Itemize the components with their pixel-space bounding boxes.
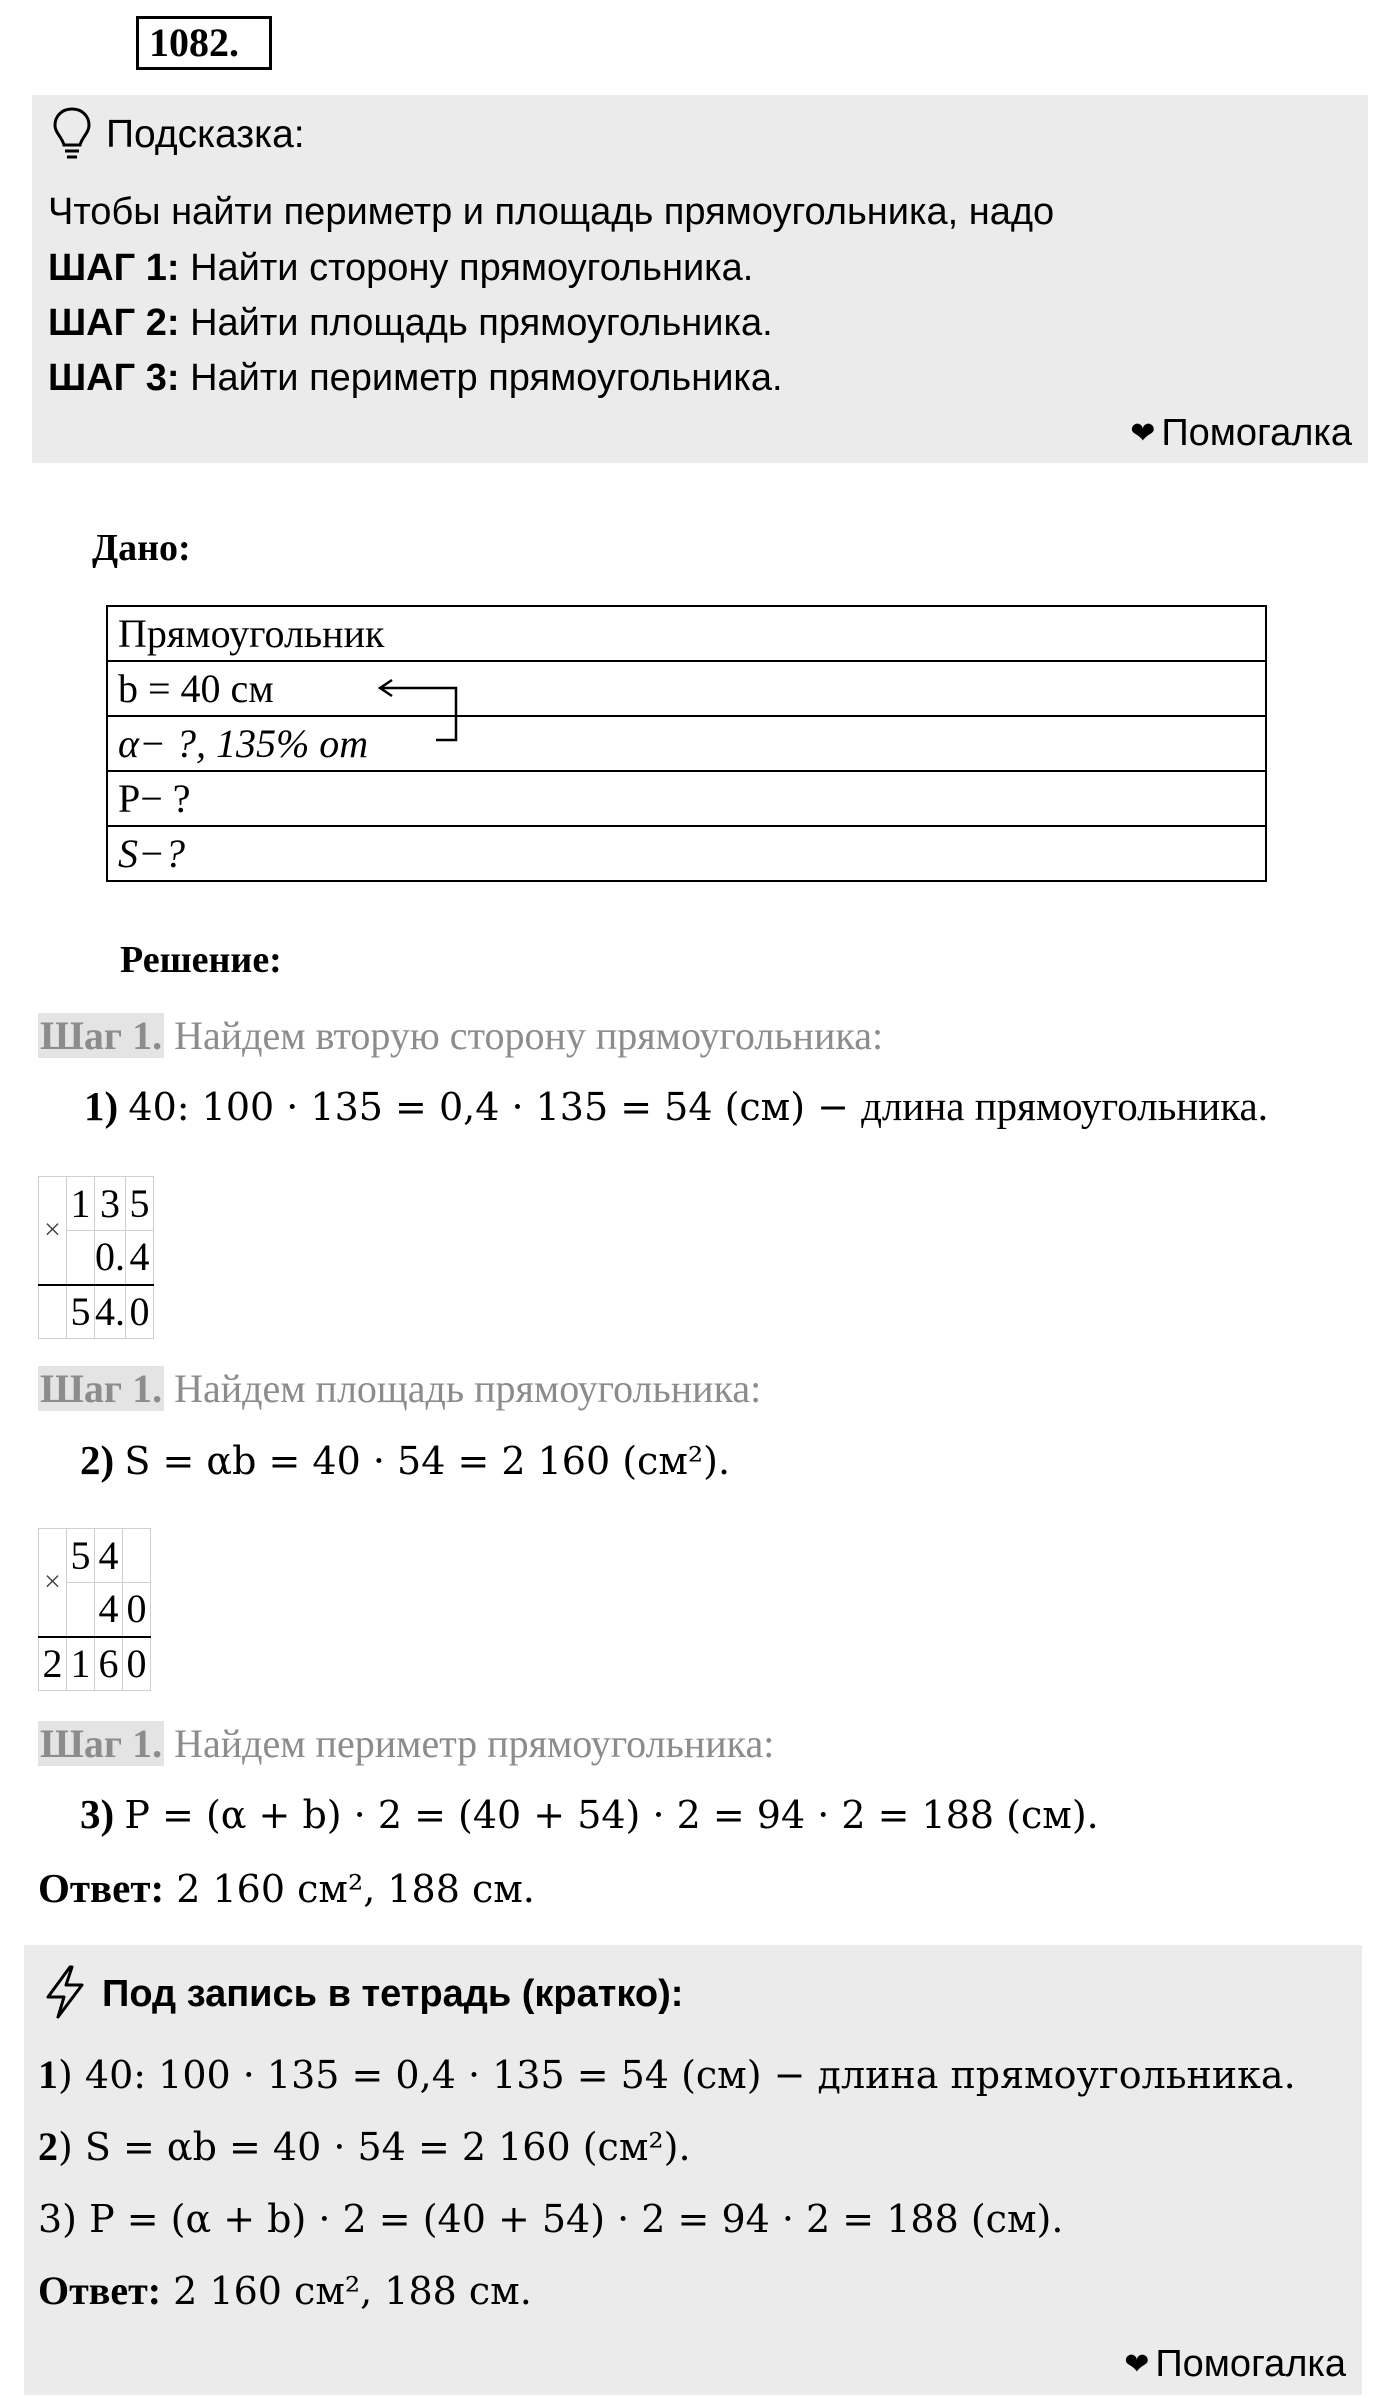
hint-step-label: ШАГ 3: (48, 357, 180, 399)
brand-label: Помогалка (1155, 2343, 1346, 2385)
grid-cell: 0 (123, 1637, 151, 1691)
given-row: α− ?, 135% от (107, 716, 1266, 771)
grid-cell: 0. (95, 1231, 126, 1285)
notebook-line-3 (38, 2195, 1063, 2242)
hint-step-text: Найти площадь прямоугольника. (179, 302, 773, 344)
step-title: Найдем периметр прямоугольника: (164, 1721, 775, 1766)
step-label: Шаг 1. (40, 1013, 163, 1058)
hint-step-label: ШАГ 1: (48, 247, 180, 289)
grid-cell (123, 1529, 151, 1583)
answer-text: 2 160 см², 188 см. (161, 2269, 532, 2313)
calc-number: 2) (80, 1437, 115, 1483)
brand-label: Помогалка (1161, 412, 1352, 454)
calc-expression: 40: 100 · 135 = 0,4 · 135 = 54 (см) − (128, 1085, 862, 1129)
hint-title: Подсказка: (106, 113, 305, 156)
calc-number: 3) (80, 1791, 115, 1837)
given-label: Дано: (92, 527, 191, 569)
hint-step-3 (48, 357, 783, 400)
step-title: Найдем вторую сторону прямоугольника: (164, 1013, 884, 1058)
notebook-title: Под запись в тетрадь (кратко): (102, 1973, 684, 2015)
lightbulb-icon (50, 105, 94, 163)
calc-number: 1) (84, 1083, 119, 1129)
hint-step-2 (48, 302, 773, 345)
grid-cell: 4 (126, 1231, 154, 1285)
step-heading-1 (38, 1012, 883, 1059)
grid-cell: 4 (95, 1583, 123, 1637)
answer-label: Ответ: (38, 1865, 165, 1911)
grid-cell: 5 (67, 1285, 95, 1339)
grid-cell: 1 (67, 1637, 95, 1691)
notebook-line-num: 2 (38, 2124, 58, 2169)
multiplication-grid-2 (38, 1528, 151, 1691)
step-label: Шаг 1. (40, 1721, 163, 1766)
lightning-icon (40, 1963, 90, 2021)
answer-label: Ответ: (38, 2268, 162, 2313)
given-row: P− ? (107, 771, 1266, 826)
step-heading-2 (38, 1365, 761, 1412)
multiplication-grid-1 (38, 1176, 154, 1339)
calc-line-2 (80, 1436, 730, 1484)
hint-intro: Чтобы найти периметр и площадь прямоугольника, надо (48, 191, 1055, 233)
notebook-line-text: ) S = αb = 40 · 54 = 2 160 (см²). (58, 2125, 691, 2169)
multiply-sign: × (39, 1177, 67, 1285)
calc-line-3 (80, 1790, 1099, 1838)
grid-cell: 4 (95, 1529, 123, 1583)
grid-cell (67, 1583, 95, 1637)
notebook-line-text: ) 40: 100 · 135 = 0,4 · 135 = 54 (см) − длина прямоугольника. (58, 2053, 1296, 2097)
heart-icon: ❤ (1124, 2348, 1150, 2381)
answer-text: 2 160 см², 188 см. (164, 1867, 535, 1911)
hint-step-text: Найти сторону прямоугольника. (179, 247, 754, 289)
brand-link[interactable] (1124, 2343, 1346, 2386)
problem-number: 1082. (136, 16, 272, 70)
grid-cell (39, 1285, 67, 1339)
calc-line-1 (84, 1082, 1268, 1130)
grid-cell: 5 (126, 1177, 154, 1231)
calc-expression: P = (α + b) · 2 = (40 + 54) · 2 = 94 · 2 = 188 (см). (124, 1793, 1099, 1837)
step-heading-3 (38, 1720, 774, 1767)
heart-icon: ❤ (1130, 417, 1156, 450)
notebook-line-text: 3) P = (α + b) · 2 = (40 + 54) · 2 = 94 · 2 = 188 (см). (38, 2197, 1064, 2241)
hint-step-text: Найти периметр прямоугольника. (179, 357, 783, 399)
multiply-sign: × (39, 1529, 67, 1637)
notebook-answer (38, 2267, 532, 2314)
given-row: b = 40 см (107, 661, 1266, 716)
brand-link[interactable] (1130, 412, 1352, 455)
grid-cell: 2 (39, 1637, 67, 1691)
notebook-line-num: 1 (38, 2052, 58, 2097)
grid-cell: 6 (95, 1637, 123, 1691)
grid-cell (67, 1231, 95, 1285)
grid-cell: 1 (67, 1177, 95, 1231)
reference-arrow-icon (376, 672, 476, 752)
notebook-line-2 (38, 2123, 691, 2170)
grid-cell: 0 (123, 1583, 151, 1637)
step-title: Найдем площадь прямоугольника: (164, 1366, 762, 1411)
grid-cell: 4. (95, 1285, 126, 1339)
grid-cell: 0 (126, 1285, 154, 1339)
hint-step-label: ШАГ 2: (48, 302, 180, 344)
calc-tail: длина прямоугольника. (861, 1083, 1268, 1129)
grid-cell: 3 (95, 1177, 126, 1231)
notebook-line-1 (38, 2051, 1296, 2098)
grid-cell: 5 (67, 1529, 95, 1583)
given-table (106, 605, 1267, 882)
hint-step-1 (48, 247, 753, 290)
answer-line (38, 1864, 535, 1912)
given-row: Прямоугольник (107, 606, 1266, 661)
calc-expression: S = αb = 40 · 54 = 2 160 (см²). (124, 1439, 731, 1483)
step-label: Шаг 1. (40, 1366, 163, 1411)
hint-panel (32, 95, 1368, 463)
given-row: S−? (107, 826, 1266, 881)
notebook-panel (24, 1945, 1362, 2395)
solution-label: Решение: (120, 939, 282, 981)
